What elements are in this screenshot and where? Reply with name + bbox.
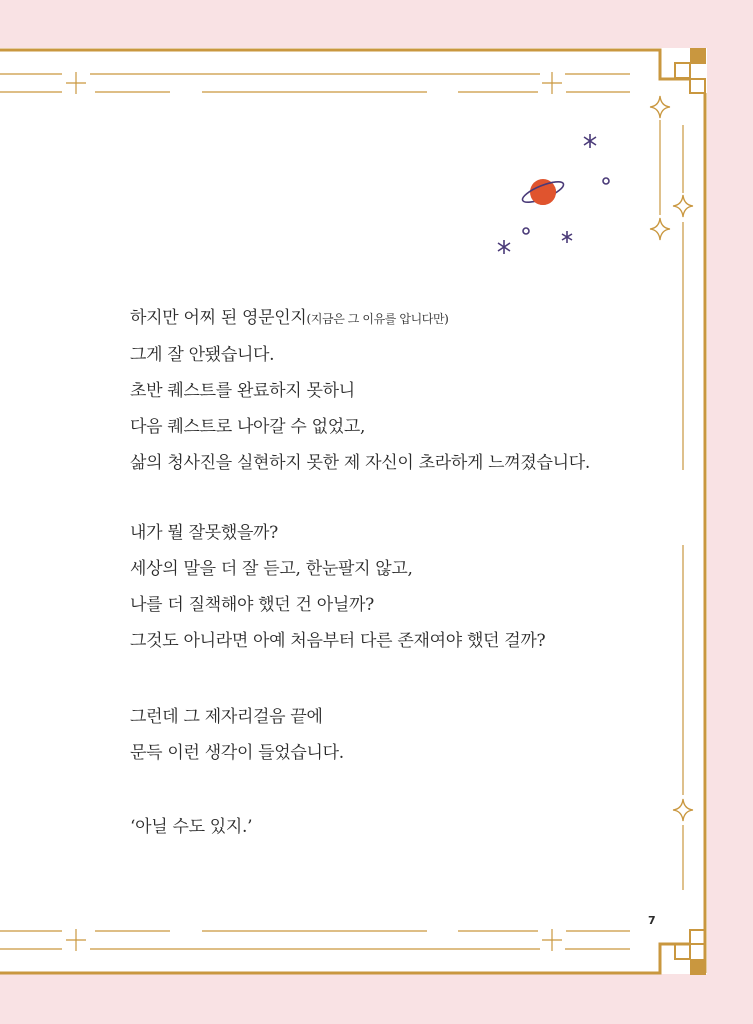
paragraph-1 (130, 300, 590, 481)
text-line: 그게 잘 안됐습니다. (130, 345, 275, 365)
line-text: 하지만 어찌 된 영문인지 (130, 308, 307, 328)
text-line: 세상의 말을 더 잘 듣고, 한눈팔지 않고, (130, 559, 413, 579)
page-number: 7 (648, 914, 656, 927)
text-line: 그런데 그 제자리걸음 끝에 (130, 707, 323, 727)
parenthetical-note: (지금은 그 이유를 압니다만) (306, 312, 449, 326)
text-line (130, 300, 590, 337)
paragraph-3 (130, 699, 344, 771)
text-line: 내가 뭘 잘못했을까? (130, 523, 278, 543)
text-line: 나를 더 질책해야 했던 건 아닐까? (130, 595, 374, 615)
paragraph-2 (130, 515, 545, 659)
text-line: 문득 이런 생각이 들었습니다. (130, 743, 344, 763)
text-line: 그것도 아니라면 아예 처음부터 다른 존재여야 했던 걸까? (130, 631, 546, 651)
paragraph-4 (130, 809, 252, 845)
text-line: 다음 퀘스트로 나아갈 수 없었고, (130, 417, 366, 437)
text-line: 초반 퀘스트를 완료하지 못하니 (130, 381, 355, 401)
text-line: 삶의 청사진을 실현하지 못한 제 자신이 초라하게 느껴졌습니다. (130, 453, 591, 473)
paper (0, 48, 707, 974)
text-line: ‘아닐 수도 있지.’ (130, 817, 253, 837)
